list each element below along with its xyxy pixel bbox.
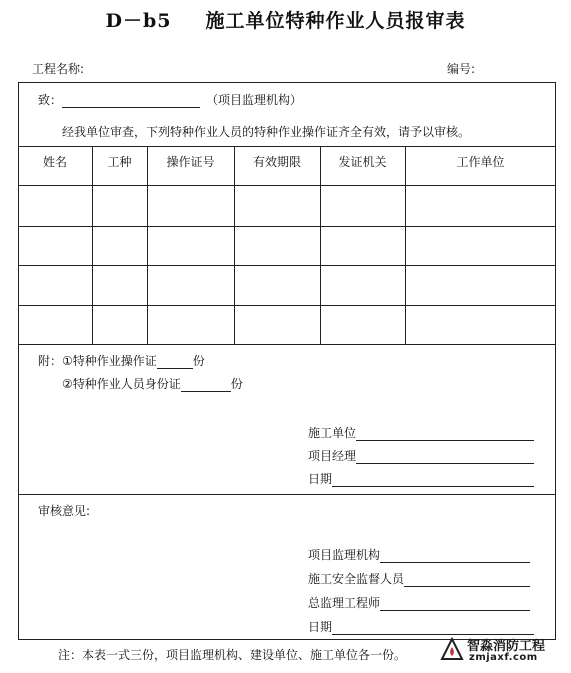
attachment-2-label: ②特种作业人员身份证 (62, 377, 181, 391)
attachment-1-unit: 份 (192, 354, 205, 368)
supervision-org-signature (308, 546, 530, 563)
table-header-line (18, 185, 556, 186)
to-row (38, 91, 302, 108)
date-1-signature (308, 470, 534, 487)
safety-supervisor-label: 施工安全监督人员 (308, 572, 405, 586)
chief-engineer-blank[interactable] (380, 597, 530, 611)
attachment-line-1 (38, 352, 205, 369)
attachment-line-2 (62, 375, 243, 392)
form-code: D－b5 (105, 10, 172, 32)
review-divider (18, 494, 556, 495)
attachment-1-count-blank[interactable] (157, 355, 193, 369)
attachments-label: 附： (38, 354, 63, 368)
supervision-org-label: 项目监理机构 (308, 548, 381, 562)
table-top-line (18, 146, 556, 147)
intro-text: 经我单位审查，下列特种作业人员的特种作业操作证齐全有效，请予以审核。 (62, 125, 471, 139)
to-label: 致： (38, 93, 63, 107)
to-suffix: （项目监理机构） (206, 93, 303, 107)
pm-signature (308, 447, 534, 464)
contractor-blank[interactable] (356, 427, 534, 441)
review-label: 审核意见: (38, 504, 91, 518)
pm-blank[interactable] (356, 450, 534, 464)
supervision-org-blank[interactable] (380, 549, 530, 563)
table-col-line (234, 146, 235, 344)
form-title: 施工单位特种作业人员报审表 (205, 10, 466, 32)
form-title-row (0, 6, 571, 33)
col-header-cert-no: 操作证号 (166, 155, 215, 169)
col-header-issuer: 发证机关 (338, 155, 387, 169)
attachment-2-unit: 份 (230, 377, 243, 391)
contractor-label: 施工单位 (308, 426, 357, 440)
table-row-line (18, 265, 556, 266)
safety-supervisor-blank[interactable] (404, 573, 530, 587)
watermark-name: 智淼消防工程 (467, 639, 546, 654)
table-row-line (18, 305, 556, 306)
attachment-1-label: ①特种作业操作证 (62, 354, 157, 368)
footer-note: 注：本表一式三份，项目监理机构、建设单位、施工单位各一份。 (58, 648, 407, 662)
pm-label: 项目经理 (308, 449, 357, 463)
table-row-line (18, 226, 556, 227)
chief-engineer-signature (308, 594, 530, 611)
col-header-name: 姓名 (42, 155, 67, 169)
number-label: 编号: (447, 62, 476, 76)
date-1-blank[interactable] (332, 473, 534, 487)
table-col-line (92, 146, 93, 344)
col-header-employer: 工作单位 (456, 155, 505, 169)
flame-logo-icon (439, 637, 465, 663)
project-name-label: 工程名称: (32, 62, 85, 76)
attachment-2-count-blank[interactable] (181, 378, 231, 392)
chief-engineer-label: 总监理工程师 (308, 596, 381, 610)
recipient-blank[interactable] (62, 93, 200, 108)
date-1-label: 日期 (308, 472, 333, 486)
date-2-label: 日期 (308, 620, 333, 634)
watermark-logo (439, 633, 565, 667)
table-col-line (320, 146, 321, 344)
col-header-validity: 有效期限 (252, 155, 301, 169)
watermark-url: zmjaxf.com (469, 652, 538, 663)
contractor-signature (308, 424, 534, 441)
table-col-line (147, 146, 148, 344)
safety-supervisor-signature (308, 570, 530, 587)
table-col-line (405, 146, 406, 344)
table-bottom-line (18, 344, 556, 345)
col-header-trade: 工种 (107, 155, 132, 169)
